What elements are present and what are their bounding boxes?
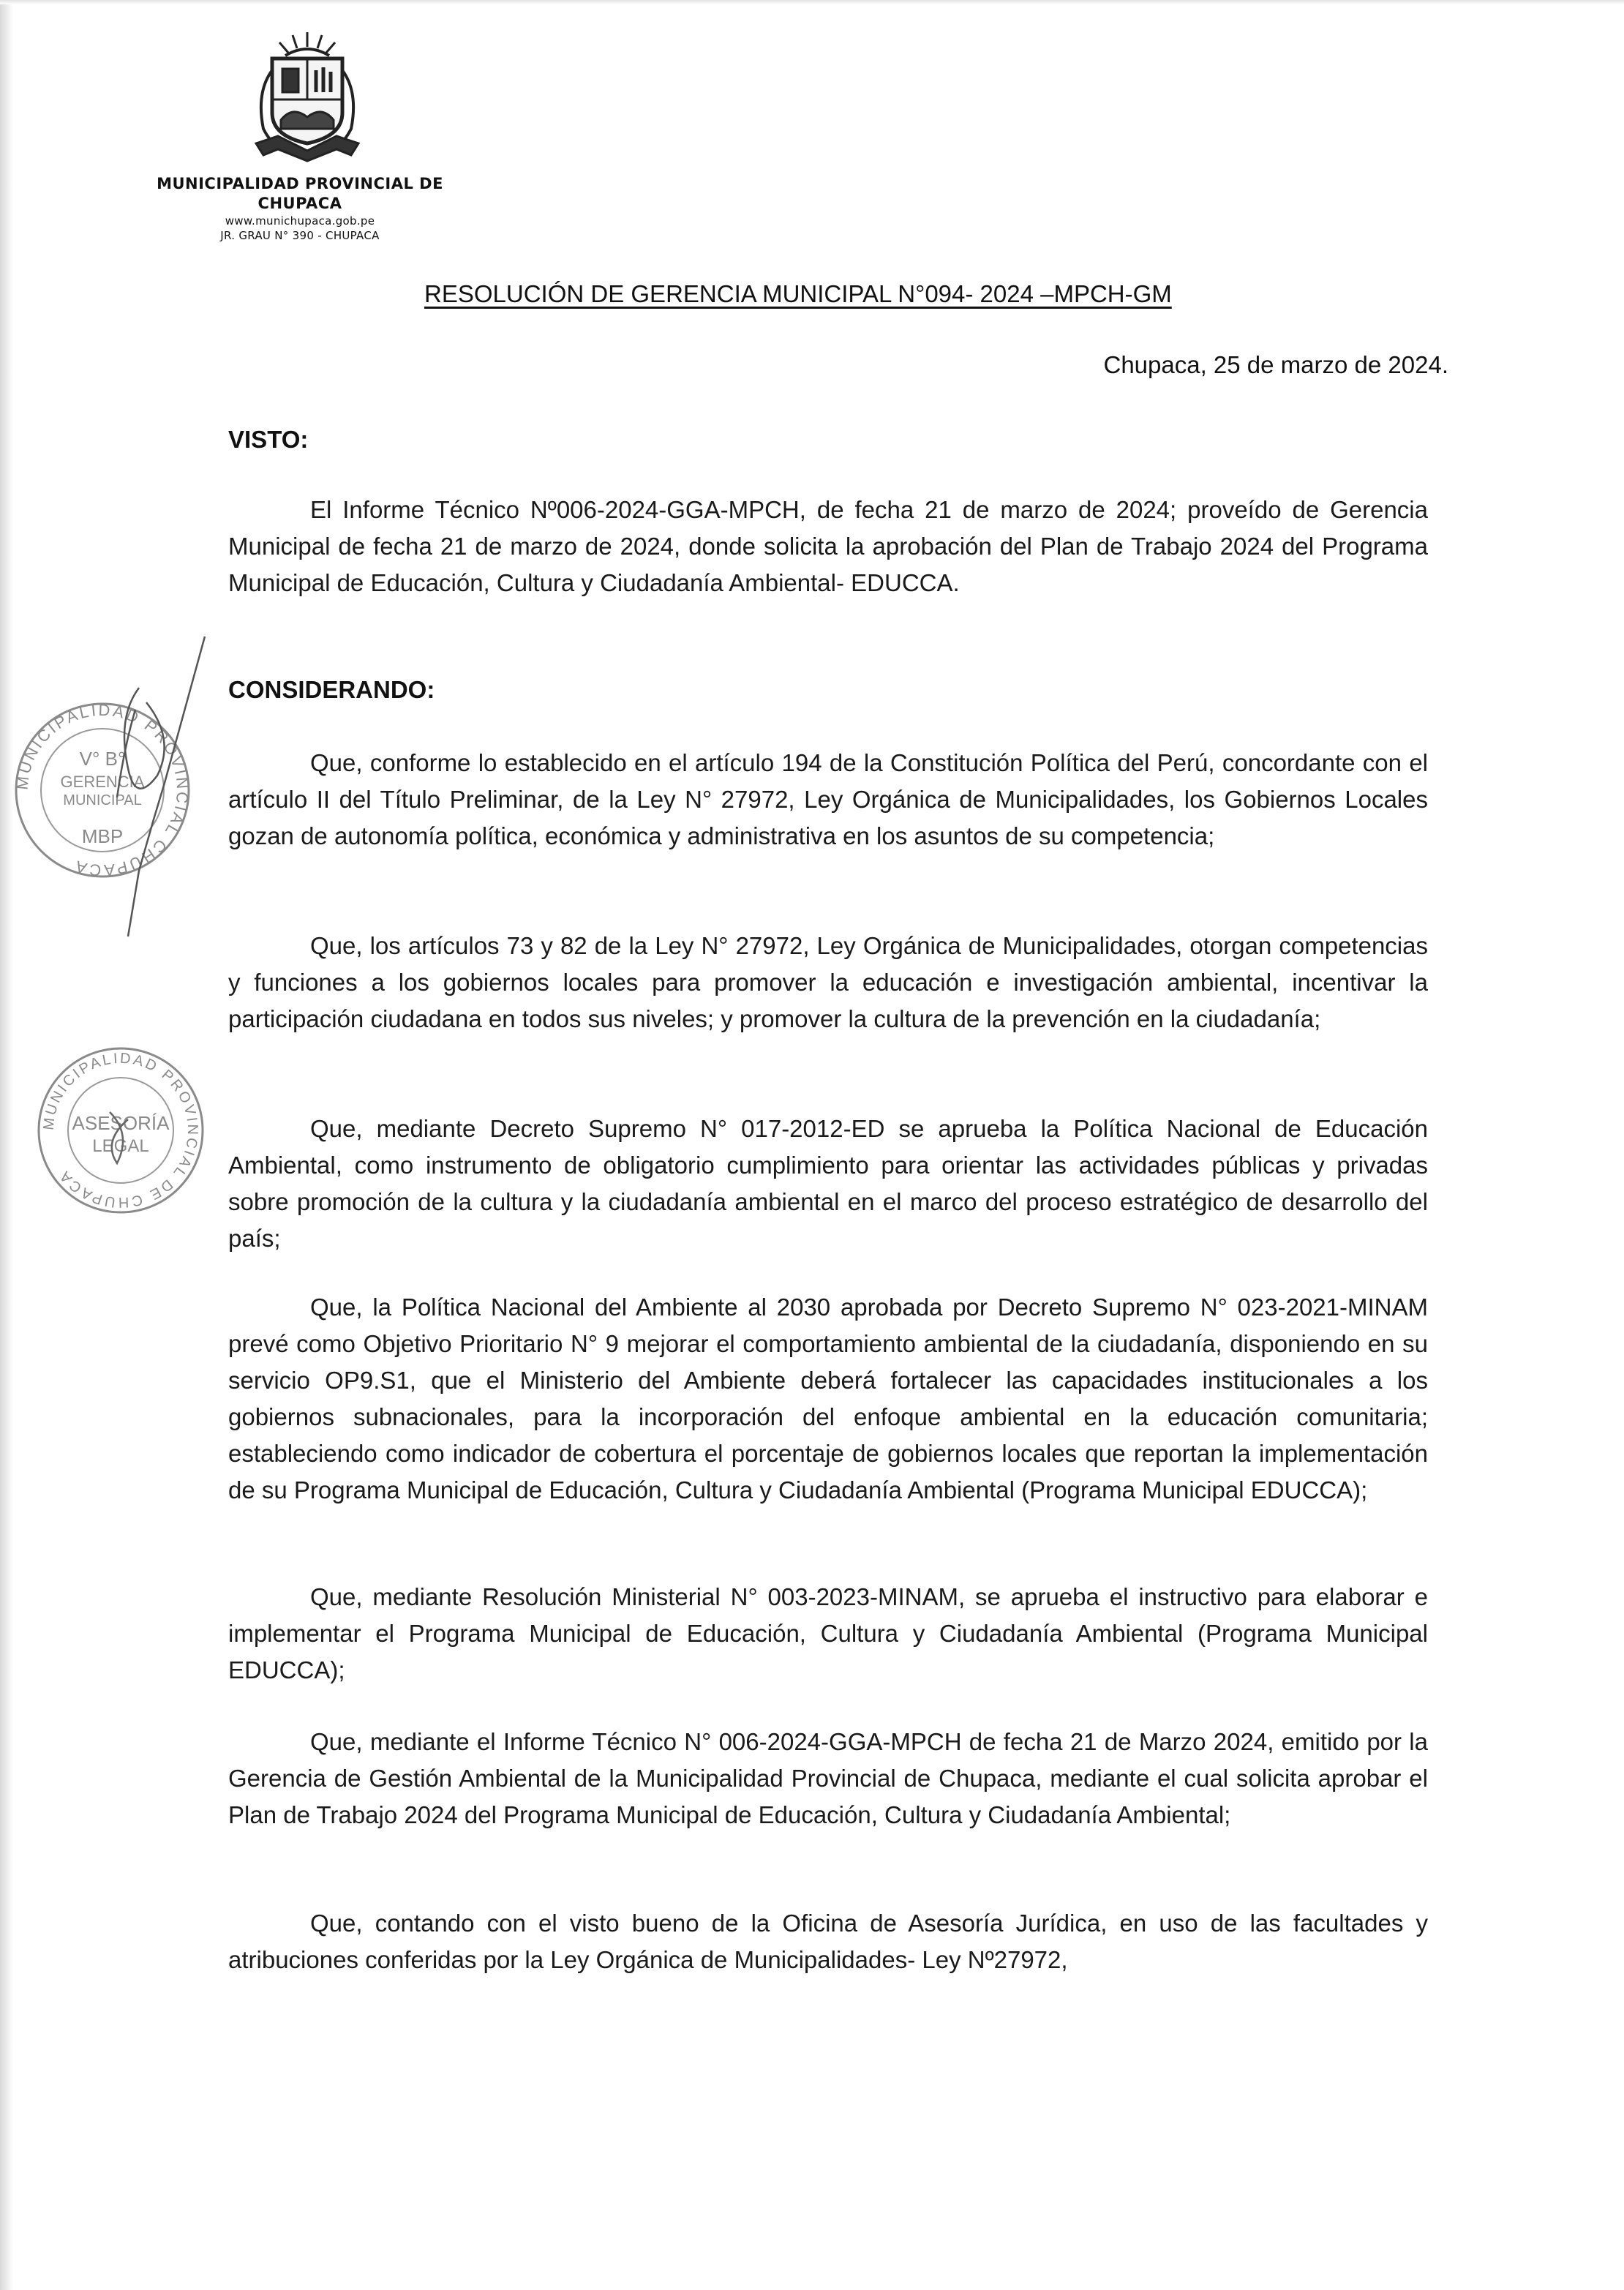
gerencia-stamp-line4: MBP [81,825,124,847]
asesoria-stamp-ring-text: MUNICIPALIDAD PROVINCIAL DE CHUPACA [40,1050,201,1211]
visto-heading: VISTO: [228,426,309,453]
asesoria-stamp-line1: ASESORÍA [72,1112,170,1134]
institution-address: JR. GRAU N° 390 - CHUPACA [220,229,380,242]
asesoria-legal-stamp [29,1039,212,1222]
institution-name-line2: CHUPACA [257,195,342,212]
municipal-crest-icon [234,26,380,165]
considerando-paragraph-1: Que, conforme lo establecido en el artículo 194 de la Constitución Política del Perú, concordante con el artículo II del Título Preliminar, de la Ley N° 27972, Ley Orgánica de Municipalidades, los Gobiernos Locales gozan de autonomía política, económica y administrativa en los asuntos de su competencia; [228,749,1428,849]
considerando-paragraph-4: Que, la Política Nacional del Ambiente al 2030 aprobada por Decreto Supremo N° 023-2021-MINAM prevé como Objetivo Prioritario N° 9 mejorar el comportamiento ambiental de la ciudadanía, disponiendo en su servicio OP9.S1, que el Ministerio del Ambiente deberá fortalecer las capacidades institucionales a los gobiernos subnacionales, para la incorporación del enfoque ambiental en la educación comunitaria; estableciendo como indicador de cobertura el porcentaje de gobiernos locales que reportan la implementación de su Programa Municipal de Educación, Cultura y Ciudadanía Ambiental (Programa Municipal EDUCCA); [228,1294,1428,1503]
considerando-paragraph-3: Que, mediante Decreto Supremo N° 017-2012-ED se aprueba la Política Nacional de Educación Ambiental, como instrumento de obligatorio cumplimiento para orientar las actividades públicas y privadas sobre promoción de la cultura y la ciudadanía ambiental en el marco del proceso estratégico de desarrollo del país; [228,1115,1428,1252]
page-edge-shadow [0,0,13,2290]
gerencia-stamp-line3: MUNICIPAL [63,792,142,808]
considerando-paragraph-7: Que, contando con el visto bueno de la Oficina de Asesoría Jurídica, en uso de las facultades y atribuciones conferidas por la Ley Orgánica de Municipalidades- Ley Nº27972, [228,1910,1428,1973]
gerencia-municipal-stamp [7,629,219,951]
considerando-paragraph-2: Que, los artículos 73 y 82 de la Ley N° 27972, Ley Orgánica de Municipalidades, otorgan competencias y funciones a los gobiernos locales para promover la educación e investigación ambiental, incentivar la participación ciudadana en todos sus niveles; y promover la cultura de la prevención en la ciudadanía; [228,932,1428,1032]
considerando-heading: CONSIDERANDO: [228,676,435,703]
institution-header [146,174,454,243]
institution-website: www.munichupaca.gob.pe [225,214,375,228]
gerencia-stamp-line2: GERENCIA [60,773,145,791]
asesoria-stamp-line2: LEGAL [92,1136,149,1156]
considerando-paragraph-5: Que, mediante Resolución Ministerial N° 003-2023-MINAM, se aprueba el instructivo para elaborar e implementar el Programa Municipal de Educación, Cultura y Ciudadanía Ambiental (Programa Municipal EDUCCA); [228,1583,1428,1683]
resolution-title: RESOLUCIÓN DE GERENCIA MUNICIPAL N°094- 2024 –MPCH-GM [424,280,1172,307]
considerando-paragraph-6: Que, mediante el Informe Técnico N° 006-2024-GGA-MPCH de fecha 21 de Marzo 2024, emitido por la Gerencia de Gestión Ambiental de la Municipalidad Provincial de Chupaca, mediante el cual solicita aprobar el Plan de Trabajo 2024 del Programa Municipal de Educación, Cultura y Ciudadanía Ambiental; [228,1728,1428,1828]
document-date: Chupaca, 25 de marzo de 2024. [1103,351,1448,378]
gerencia-stamp-line1: V° B° [79,748,126,770]
institution-name-line1: MUNICIPALIDAD PROVINCIAL DE [157,175,443,192]
visto-paragraph: El Informe Técnico Nº006-2024-GGA-MPCH, de fecha 21 de marzo de 2024; proveído de Gerencia Municipal de fecha 21 de marzo de 2024, donde solicita la aprobación del Plan de Trabajo 2024 del Programa Municipal de Educación, Cultura y Ciudadanía Ambiental- EDUCCA. [228,496,1428,596]
gerencia-stamp-ring-text: MUNICIPALIDAD PROVINCIAL CHUPACA [12,700,192,880]
page-top-shadow [0,0,1624,4]
